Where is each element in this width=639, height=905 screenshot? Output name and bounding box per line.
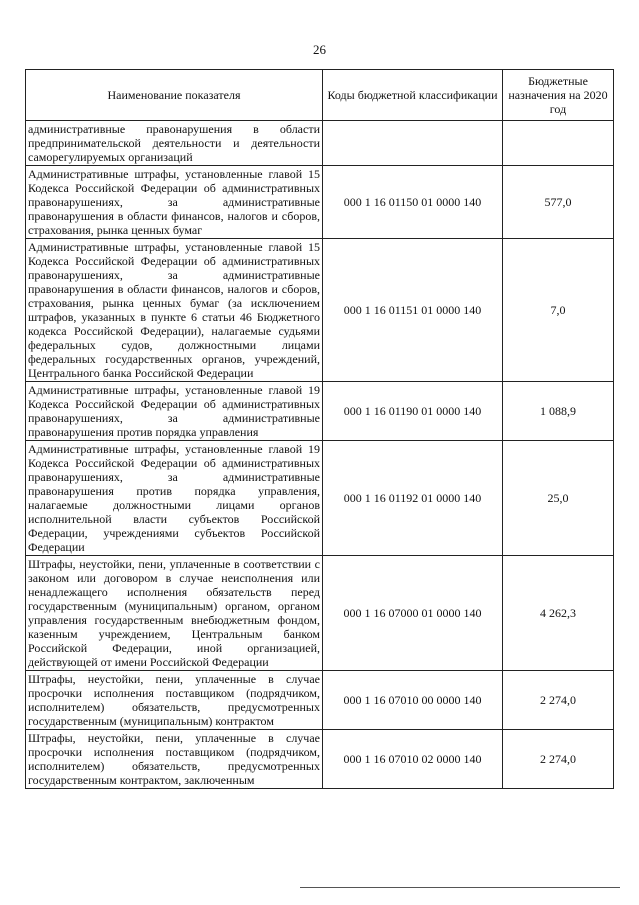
- table-row: [26, 556, 614, 671]
- indicator-name: Административные штрафы, установленные главой 19 Кодекса Российской Федерации об административных правонарушениях, за административные правонарушения против порядка управления, налагаемые должностными лицами органов исполнительной власти субъектов Российской Федерации, учреждениями субъектов Российской Федерации: [26, 441, 323, 556]
- table-row: [26, 382, 614, 441]
- indicator-name: Административные штрафы, установленные главой 19 Кодекса Российской Федерации об административных правонарушениях, за административные правонарушения против порядка управления: [26, 382, 323, 441]
- budget-code: 000 1 16 07000 01 0000 140: [323, 556, 503, 671]
- table-row: [26, 166, 614, 239]
- budget-code: 000 1 16 07010 00 0000 140: [323, 671, 503, 730]
- indicator-name: Административные штрафы, установленные главой 15 Кодекса Российской Федерации об административных правонарушениях, за административные правонарушения в области финансов, налогов и сборов, страхования, рынка ценных бумаг (за исключением штрафов, указанных в пункте 6 статьи 46 Бюджетного кодекса Российской Федерации), налагаемые судьями федеральных судов, должностными лицами федеральных государственных органов, учреждений, Центрального банка Российской Федерации: [26, 239, 323, 382]
- budget-value: [503, 121, 614, 166]
- budget-code: 000 1 16 01151 01 0000 140: [323, 239, 503, 382]
- budget-value: 1 088,9: [503, 382, 614, 441]
- bottom-rule: [300, 887, 620, 888]
- indicator-name: Штрафы, неустойки, пени, уплаченные в случае просрочки исполнения поставщиком (подрядчиком, исполнителем) обязательств, предусмотренных государственным контрактом, заключенным: [26, 730, 323, 789]
- indicator-name: Штрафы, неустойки, пени, уплаченные в соответствии с законом или договором в случае неисполнения или ненадлежащего исполнения обязательств перед государственным (муниципальным) органом, органом управления государственным внебюджетным фондом, казенным учреждением, Центральным банком Российской Федерации, иной организацией, действующей от имени Российской Федерации: [26, 556, 323, 671]
- page-number: 26: [313, 42, 326, 57]
- table-row: [26, 121, 614, 166]
- budget-value: 2 274,0: [503, 730, 614, 789]
- table-row: [26, 239, 614, 382]
- header-budget-allocation: Бюджетные назначения на 2020 год: [503, 70, 614, 121]
- budget-value: 7,0: [503, 239, 614, 382]
- budget-value: 4 262,3: [503, 556, 614, 671]
- budget-code: 000 1 16 01190 01 0000 140: [323, 382, 503, 441]
- budget-code: 000 1 16 01192 01 0000 140: [323, 441, 503, 556]
- budget-value: 2 274,0: [503, 671, 614, 730]
- table-row: [26, 441, 614, 556]
- indicator-name: Административные штрафы, установленные главой 15 Кодекса Российской Федерации об административных правонарушениях, за административные правонарушения в области финансов, налогов и сборов, страхования, рынка ценных бумаг: [26, 166, 323, 239]
- budget-code: [323, 121, 503, 166]
- indicator-name: административные правонарушения в области предпринимательской деятельности и деятельности саморегулируемых организаций: [26, 121, 323, 166]
- header-budget-code: Коды бюджетной классификации: [323, 70, 503, 121]
- table-row: [26, 671, 614, 730]
- budget-table: [25, 69, 614, 789]
- budget-value: 577,0: [503, 166, 614, 239]
- table-row: [26, 730, 614, 789]
- budget-code: 000 1 16 07010 02 0000 140: [323, 730, 503, 789]
- table-header-row: [26, 70, 614, 121]
- budget-code: 000 1 16 01150 01 0000 140: [323, 166, 503, 239]
- budget-value: 25,0: [503, 441, 614, 556]
- indicator-name: Штрафы, неустойки, пени, уплаченные в случае просрочки исполнения поставщиком (подрядчиком, исполнителем) обязательств, предусмотренных государственным (муниципальным) контрактом: [26, 671, 323, 730]
- header-indicator-name: Наименование показателя: [26, 70, 323, 121]
